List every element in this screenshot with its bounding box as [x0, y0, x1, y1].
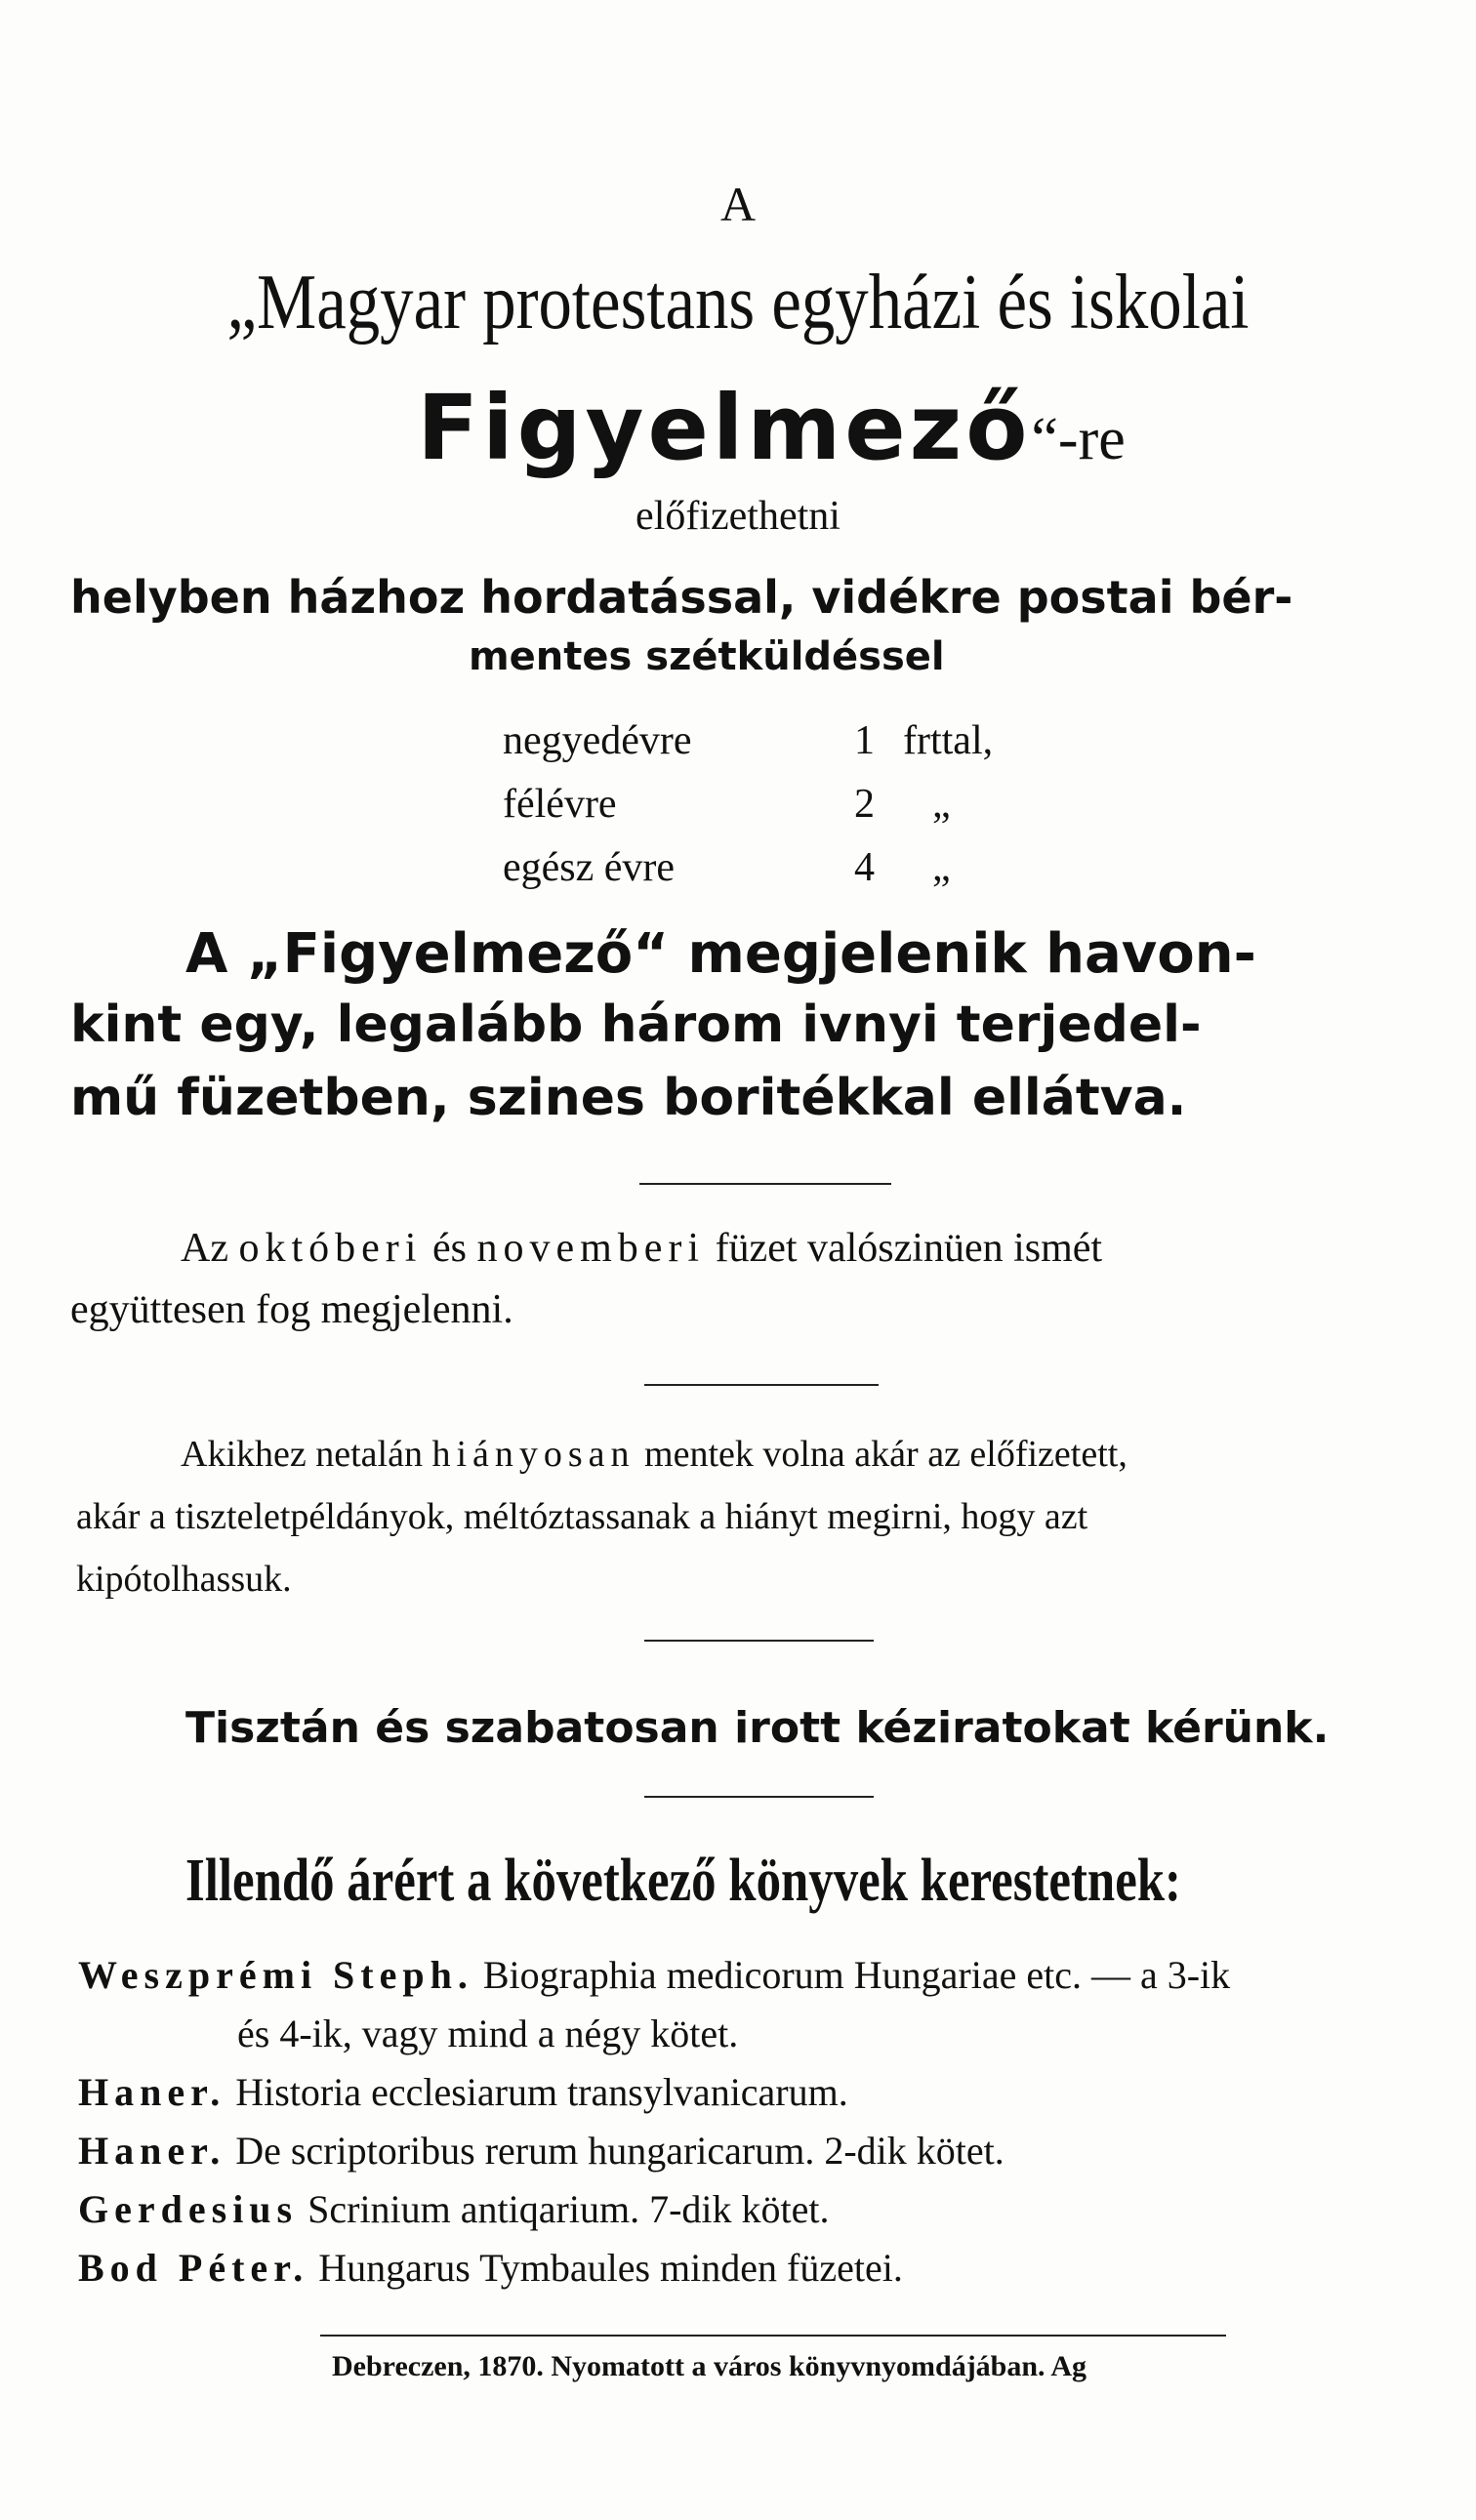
price-period: egész évre [503, 845, 676, 890]
notice2-line-3: kipótolhassuk. [76, 1559, 292, 1600]
book-item [78, 2069, 848, 2115]
divider [639, 1183, 891, 1185]
delivery-line-2: mentes szétküldéssel [469, 634, 945, 679]
imprint: Debreczen, 1870. Nyomatott a város könyvnyomdájában. Ag [332, 2350, 1087, 2382]
notice2-end: mentek volna akár az előfizetett, [644, 1434, 1128, 1475]
publication-line-1: A „Figyelmező“ megjelenik havon- [185, 922, 1256, 986]
divider [644, 1640, 874, 1642]
price-amount: 2 [854, 782, 875, 827]
book-item [78, 1952, 1230, 1998]
price-amount: 4 [854, 845, 875, 890]
imprint-rule [320, 2335, 1226, 2337]
notice1-rest: füzet valószinüen ismét [715, 1226, 1103, 1271]
publication-line-2: kint egy, legalább három ivnyi terjedel- [70, 996, 1202, 1054]
publication-line-3: mű füzetben, szines boritékkal ellátva. [70, 1069, 1187, 1127]
header-title: „Magyar protestans egyházi és iskolai [226, 260, 1250, 345]
notice1-prefix: Az [181, 1226, 228, 1271]
notice1-word-october: októberi [238, 1226, 423, 1271]
notice2-line-1 [181, 1433, 1128, 1476]
book-author: Gerdesius [78, 2187, 299, 2231]
notice2-spaced: hiányosan [431, 1434, 636, 1475]
manuscripts-request: Tisztán és szabatosan irott kéziratokat kérünk. [185, 1703, 1330, 1753]
price-amount: 1 [854, 718, 875, 763]
notice2-start: Akikhez netalán [181, 1434, 423, 1475]
subscribe-line: előfizethetni [636, 494, 840, 539]
notice1-line-2: együttesen fog megjelenni. [70, 1287, 513, 1332]
book-author: Haner. [78, 2070, 226, 2114]
price-unit: „ [932, 782, 951, 827]
notice2-line-2: akár a tiszteletpéldányok, méltóztassanak a hiányt megirni, hogy azt [76, 1496, 1088, 1537]
book-title: Hungarus Tymbaules minden füzetei. [318, 2246, 903, 2290]
notice1-word-november: novemberi [476, 1226, 706, 1271]
divider [644, 1796, 874, 1798]
book-item [78, 2128, 1004, 2174]
book-author: Bod Péter. [78, 2246, 309, 2290]
delivery-line-1: helyben házhoz hordatással, vidékre postai bér- [70, 571, 1293, 624]
divider [644, 1384, 879, 1386]
notice1-middle: és [431, 1226, 467, 1271]
book-item-continuation: és 4-ik, vagy mind a négy kötet. [237, 2012, 739, 2055]
book-author: Weszprémi Steph. [78, 1953, 473, 1997]
price-period: negyedévre [503, 718, 692, 763]
price-unit: „ [932, 845, 951, 890]
book-title: Biographia medicorum Hungariae etc. — a 3-ik [482, 1953, 1231, 1997]
book-title: De scriptoribus rerum hungaricarum. 2-dik kötet. [235, 2129, 1004, 2173]
book-author: Haner. [78, 2129, 226, 2173]
masthead-suffix: “-re [1031, 406, 1126, 472]
header-article: A [719, 177, 757, 231]
price-unit: frttal, [903, 718, 994, 763]
book-item [78, 2245, 903, 2291]
notice1-line-1 [181, 1225, 1102, 1272]
masthead [195, 376, 1347, 480]
masthead-word: Figyelmező [417, 376, 1032, 480]
book-title: Scrinium antiqarium. 7-dik kötet. [308, 2187, 830, 2231]
book-title: Historia ecclesiarum transylvanicarum. [235, 2070, 848, 2114]
wanted-heading: Illendő árért a következő könyvek kerestetnek: [185, 1848, 1181, 1914]
book-item [78, 2186, 829, 2232]
price-period: félévre [503, 782, 617, 827]
